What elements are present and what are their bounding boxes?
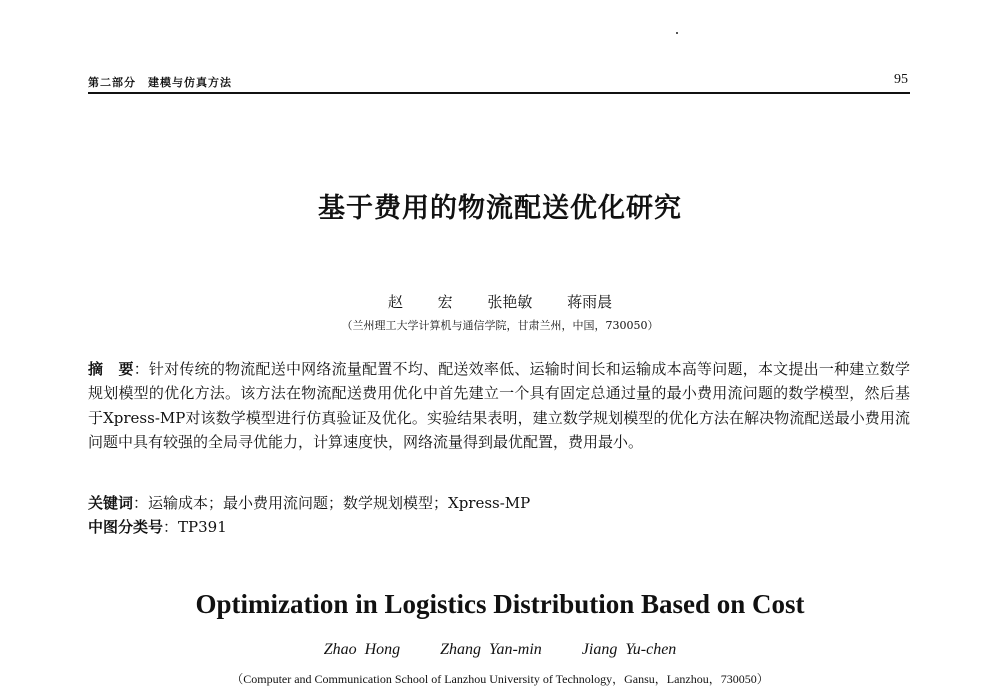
author-cn-3: 蒋雨晨 [567, 293, 613, 311]
keywords [88, 492, 910, 514]
page-number: 95 [894, 72, 908, 87]
authors-chinese [0, 291, 1000, 312]
classification-number [88, 516, 910, 538]
author-en-2: Zhang Yan-min [440, 641, 542, 658]
affiliation-english: （Computer and Communication School of Lanzhou University of Technology，Gansu，Lanzhou，730050） [231, 672, 769, 686]
title-chinese: 基于费用的物流配送优化研究 [318, 193, 682, 224]
running-header [88, 72, 910, 94]
authors-english [0, 641, 1000, 659]
author-cn-1: 赵 宏 [387, 293, 453, 311]
abstract-label: 摘 要 [88, 360, 134, 378]
title-english: Optimization in Logistics Distribution Based on Cost [195, 589, 805, 619]
author-cn-2: 张艳敏 [487, 293, 533, 311]
abstract-text: ：针对传统的物流配送中网络流量配置不均、配送效率低、运输时间长和运输成本高等问题，本文提出一种建立数学规划模型的优化方法。该方法在物流配送费用优化中首先建立一个具有固定总通过量的最小费用流问题的数学模型，然后基于Xpress-MP对该数学模型进行仿真验证及优化。实验结果表明，建立数学规划模型的优化方法在解决物流配送最小费用流问题中具有较强的全局寻优能力，计算速度快，网络流量得到最优配置，费用最小。 [88, 360, 910, 451]
scan-speck [676, 32, 678, 34]
keywords-label: 关键词 [88, 494, 134, 512]
abstract [88, 357, 910, 454]
author-en-3: Jiang Yu-chen [581, 641, 677, 658]
affiliation-chinese: （兰州理工大学计算机与通信学院，甘肃兰州，中国，730050） [341, 319, 659, 332]
keywords-text: ：运输成本；最小费用流问题；数学规划模型；Xpress-MP [133, 494, 531, 512]
classification-text: ：TP391 [163, 518, 227, 536]
classification-label: 中图分类号 [88, 518, 164, 536]
author-en-1: Zhao Hong [323, 641, 401, 658]
running-header-section: 第二部分 建模与仿真方法 [88, 76, 232, 89]
